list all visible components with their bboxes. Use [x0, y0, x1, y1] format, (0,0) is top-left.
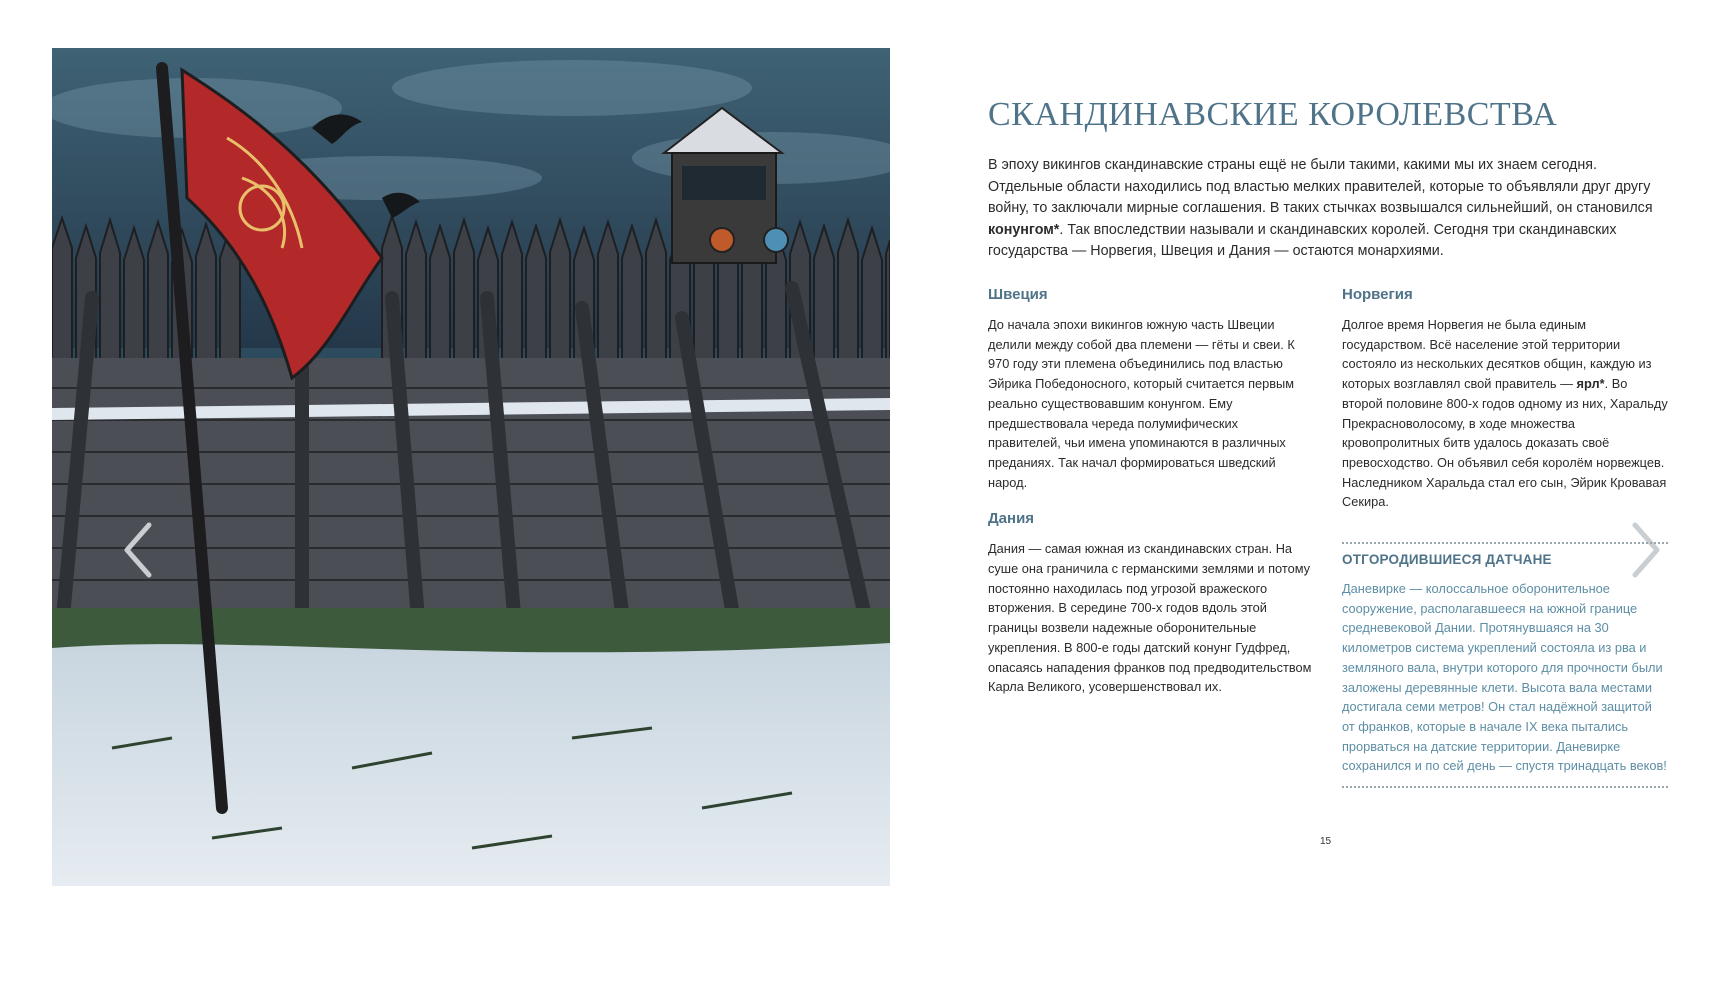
section-text-sweden: До начала эпохи викингов южную часть Швеции делили между собой два племени — гёты и свеи. К 970 году эти племена объединились под властью Эйрика Победоносного, который считается первым реально существовавшим конунгом. Ему предшествовала череда полумифических правителей, чьи имена упоминаются в различных преданиях. Так начал формироваться шведский народ.: [988, 317, 1295, 490]
intro-term-konung: конунгом*: [988, 221, 1060, 238]
intro-text-end: . Так впоследствии называли и скандинавских королей. Сегодня три скандинавских государства — Норвегия, Швеция и Дания — остаются монархиями.: [988, 221, 1617, 260]
section-title-norway: Норвегия: [1342, 286, 1413, 303]
previous-page-button[interactable]: [118, 515, 158, 585]
intro-text-start: В эпоху викингов скандинавские страны ещё не были такими, какими мы их знаем сегодня. Отдельные области находились под властью мелких правителей, которые то объявляли друг другу войну, то заключали мирные соглашения. В таких стычках возвышался сильнейший, он становился: [988, 157, 1653, 217]
illustration-svg: [52, 48, 890, 886]
palisade-illustration: [52, 48, 890, 886]
intro-paragraph: [988, 155, 1658, 263]
section-text-denmark: Дания — самая южная из скандинавских стран. На суше она граничила с германскими землями и потому постоянно находилась под угрозой вражеского вторжения. В середине 700-х годов вдоль этой границы возвели надежные оборонительные укрепления. В 800-е годы датский конунг Гудфред, опасаясь нападения франков под предводительством Карла Великого, усовершенствовал их.: [988, 541, 1312, 695]
section-text-norway: [1342, 315, 1668, 512]
snow-ground: [52, 643, 890, 886]
norway-text-end: . Во второй половине 800-х годов одному из них, Харальду Прекрасноволосому, в ходе множества кровопролитных битв удалось доказать своё превосходство. Он объявил себя королём норвежцев. Наследником Харальда стал его сын, Эйрик Кровавая Секира.: [1342, 376, 1668, 510]
norway-term-jarl: ярл*: [1576, 376, 1605, 392]
sidebar-title: ОТГОРОДИВШИЕСЯ ДАТЧАНЕ: [1342, 552, 1552, 568]
section-title-sweden: Швеция: [988, 286, 1048, 303]
chevron-left-icon: [123, 522, 153, 578]
right-column: [1342, 286, 1668, 788]
sidebar-text: Даневирке — колоссальное оборонительное сооружение, располагавшееся на южной границе средневековой Дании. Протянувшаяся на 30 километров система укреплений состояла из рва и земляного вала, внутри которого для прочности были заложены деревянные клети. Высота вала местами достигала семи метров! Он стал надёжной защитой от франков, которые в начале IX века пытались прорваться на датские территории. Даневирке сохранился и по сей день — спустя тринадцать веков!: [1342, 581, 1667, 774]
page-title: СКАНДИНАВСКИЕ КОРОЛЕВСТВА: [988, 96, 1558, 133]
left-column: [988, 286, 1314, 697]
page-number: 15: [1320, 836, 1332, 847]
section-title-denmark: Дания: [988, 510, 1035, 528]
norway-text-start: Долгое время Норвегия не была единым государством. Всё население этой территории состояло из нескольких десятков общин, каждую из которых возглавлял свой правитель —: [1342, 317, 1652, 392]
text-page: [988, 96, 1668, 774]
sidebar-box: [1342, 542, 1668, 788]
